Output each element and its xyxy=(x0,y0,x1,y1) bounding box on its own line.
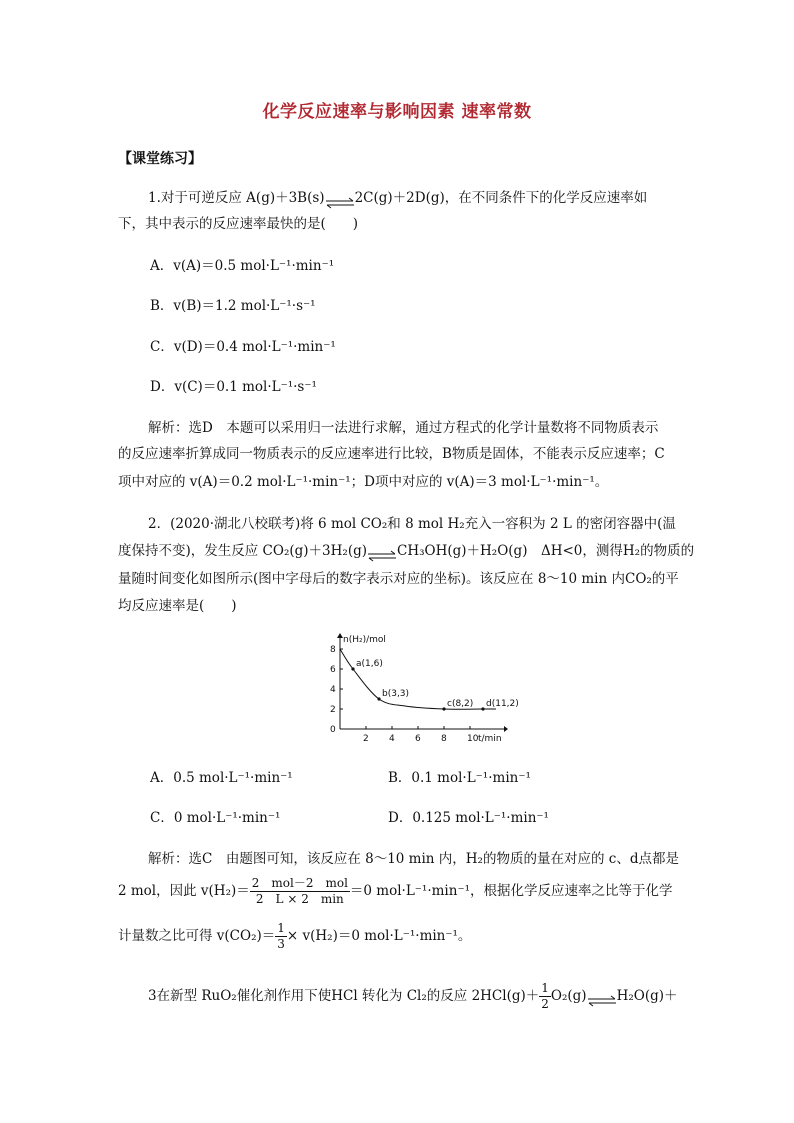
y-tick-label: 6 xyxy=(330,665,336,675)
page-title: 化学反应速率与影响因素 速率常数 xyxy=(262,102,532,122)
data-point xyxy=(351,667,354,670)
data-point xyxy=(442,707,445,710)
q2-analysis-part-b: ＝0 mol·L⁻¹·min⁻¹，根据化学反应速率之比等于化学 xyxy=(349,883,673,899)
q2-stem-line4: 均反应速率是( ) xyxy=(118,598,237,614)
x-axis-arrow-icon xyxy=(504,726,508,732)
section-heading: 【课堂练习】 xyxy=(118,151,202,167)
y-tick-label: 4 xyxy=(330,685,336,695)
q2-analysis-line3 xyxy=(118,921,471,952)
q1-stem-line1 xyxy=(148,188,647,208)
rate-fraction-denominator: 2 L × 2 min xyxy=(255,892,344,906)
q1-option-b: B．v(B)＝1.2 mol·L⁻¹·s⁻¹ xyxy=(150,298,316,314)
data-point-label: a(1,6) xyxy=(356,659,383,669)
one-half-fraction xyxy=(539,981,551,1012)
one-half-denominator: 2 xyxy=(541,997,549,1011)
q3-stem-part-b: O₂(g) xyxy=(550,988,587,1004)
q2-analysis-part-c: 计量数之比可得 v(CO₂)＝ xyxy=(118,928,276,944)
q1-stem-line2: 下，其中表示的反应速率最快的是( ) xyxy=(118,216,359,232)
q2-analysis-line2 xyxy=(118,876,672,907)
q1-analysis-line3: 项中对应的 v(A)＝0.2 mol·L⁻¹·min⁻¹；D项中对应的 v(A)＝3 mol·L⁻¹·min⁻¹。 xyxy=(118,474,609,490)
x-tick-label: 8 xyxy=(441,734,447,744)
x-tick-label: 4 xyxy=(389,734,395,744)
y-tick-label: 8 xyxy=(330,645,336,655)
x-tick-label: 2 xyxy=(363,734,369,744)
q3-stem-part-c: H₂O(g)＋ xyxy=(616,988,678,1004)
q2-stem-line2 xyxy=(118,541,694,561)
q2-analysis-part-a: 2 mol，因此 v(H₂)＝ xyxy=(118,883,250,899)
equilibrium-arrow-icon xyxy=(367,547,397,557)
q2-analysis-line1: 解析：选C 由题图可知，该反应在 8～10 min 内，H₂的物质的量在对应的 c、d点都是 xyxy=(148,851,679,867)
x-axis-label: t/min xyxy=(478,734,502,744)
data-point-label: d(11,2) xyxy=(486,699,519,709)
rate-fraction-numerator: 2 mol－2 mol xyxy=(251,876,348,890)
q2-analysis-part-d: × v(H₂)＝0 mol·L⁻¹·min⁻¹。 xyxy=(286,928,472,944)
q2-stem-line3: 量随时间变化如图所示(图中字母后的数字表示对应的坐标)。该反应在 8～10 min 内CO₂的平 xyxy=(118,571,679,587)
rate-fraction xyxy=(250,876,350,907)
one-third-denominator: 3 xyxy=(277,937,285,951)
data-point xyxy=(377,697,380,700)
q2-option-d: D．0.125 mol·L⁻¹·min⁻¹ xyxy=(388,810,549,826)
data-point-label: b(3,3) xyxy=(382,689,410,699)
q1-option-c: C．v(D)＝0.4 mol·L⁻¹·min⁻¹ xyxy=(150,339,336,355)
y-tick-label: 2 xyxy=(330,705,336,715)
q1-option-d: D．v(C)＝0.1 mol·L⁻¹·s⁻¹ xyxy=(150,379,317,395)
q2-stem-line1: 2．(2020·湖北八校联考)将 6 mol CO₂和 8 mol H₂充入一容积为 2 L 的密闭容器中(温 xyxy=(148,516,676,532)
h2-amount-chart xyxy=(322,632,519,752)
x-tick-label: 6 xyxy=(415,734,421,744)
x-tick-label: 10 xyxy=(467,734,479,744)
y-tick-label: 0 xyxy=(330,725,336,735)
data-point-label: c(8,2) xyxy=(447,699,474,709)
q1-stem-part-b: 2C(g)＋2D(g)，在不同条件下的化学反应速率如 xyxy=(354,190,648,206)
q3-stem-line1 xyxy=(148,981,678,1012)
equilibrium-arrow-icon xyxy=(587,992,617,1002)
q2-stem-part-a: 度保持不变)，发生反应 CO₂(g)＋3H₂(g) xyxy=(118,543,367,559)
one-half-numerator: 1 xyxy=(541,981,549,995)
y-axis-label: n(H₂)/mol xyxy=(343,635,386,645)
q2-option-b: B．0.1 mol·L⁻¹·min⁻¹ xyxy=(388,770,531,786)
data-point xyxy=(481,707,484,710)
q1-analysis-line1: 解析：选D 本题可以采用归一法进行求解，通过方程式的化学计量数将不同物质表示 xyxy=(148,420,659,436)
q2-stem-part-b: CH₃OH(g)＋H₂O(g) ΔH<0，测得H₂的物质的 xyxy=(397,543,695,559)
q1-stem-part-a: 1.对于可逆反应 A(g)＋3B(s) xyxy=(148,190,325,206)
one-third-numerator: 1 xyxy=(277,921,285,935)
q2-option-c: C．0 mol·L⁻¹·min⁻¹ xyxy=(150,810,281,826)
q2-option-a: A．0.5 mol·L⁻¹·min⁻¹ xyxy=(150,770,293,786)
one-third-fraction xyxy=(275,921,287,952)
equilibrium-arrow-icon xyxy=(325,194,355,204)
q1-analysis-line2: 的反应速率折算成同一物质表示的反应速率进行比较，B物质是固体，不能表示反应速率；C xyxy=(118,446,665,462)
q3-stem-part-a: 3在新型 RuO₂催化剂作用下使HCl 转化为 Cl₂的反应 2HCl(g)＋ xyxy=(148,988,540,1004)
q1-option-a: A．v(A)＝0.5 mol·L⁻¹·min⁻¹ xyxy=(150,258,335,274)
